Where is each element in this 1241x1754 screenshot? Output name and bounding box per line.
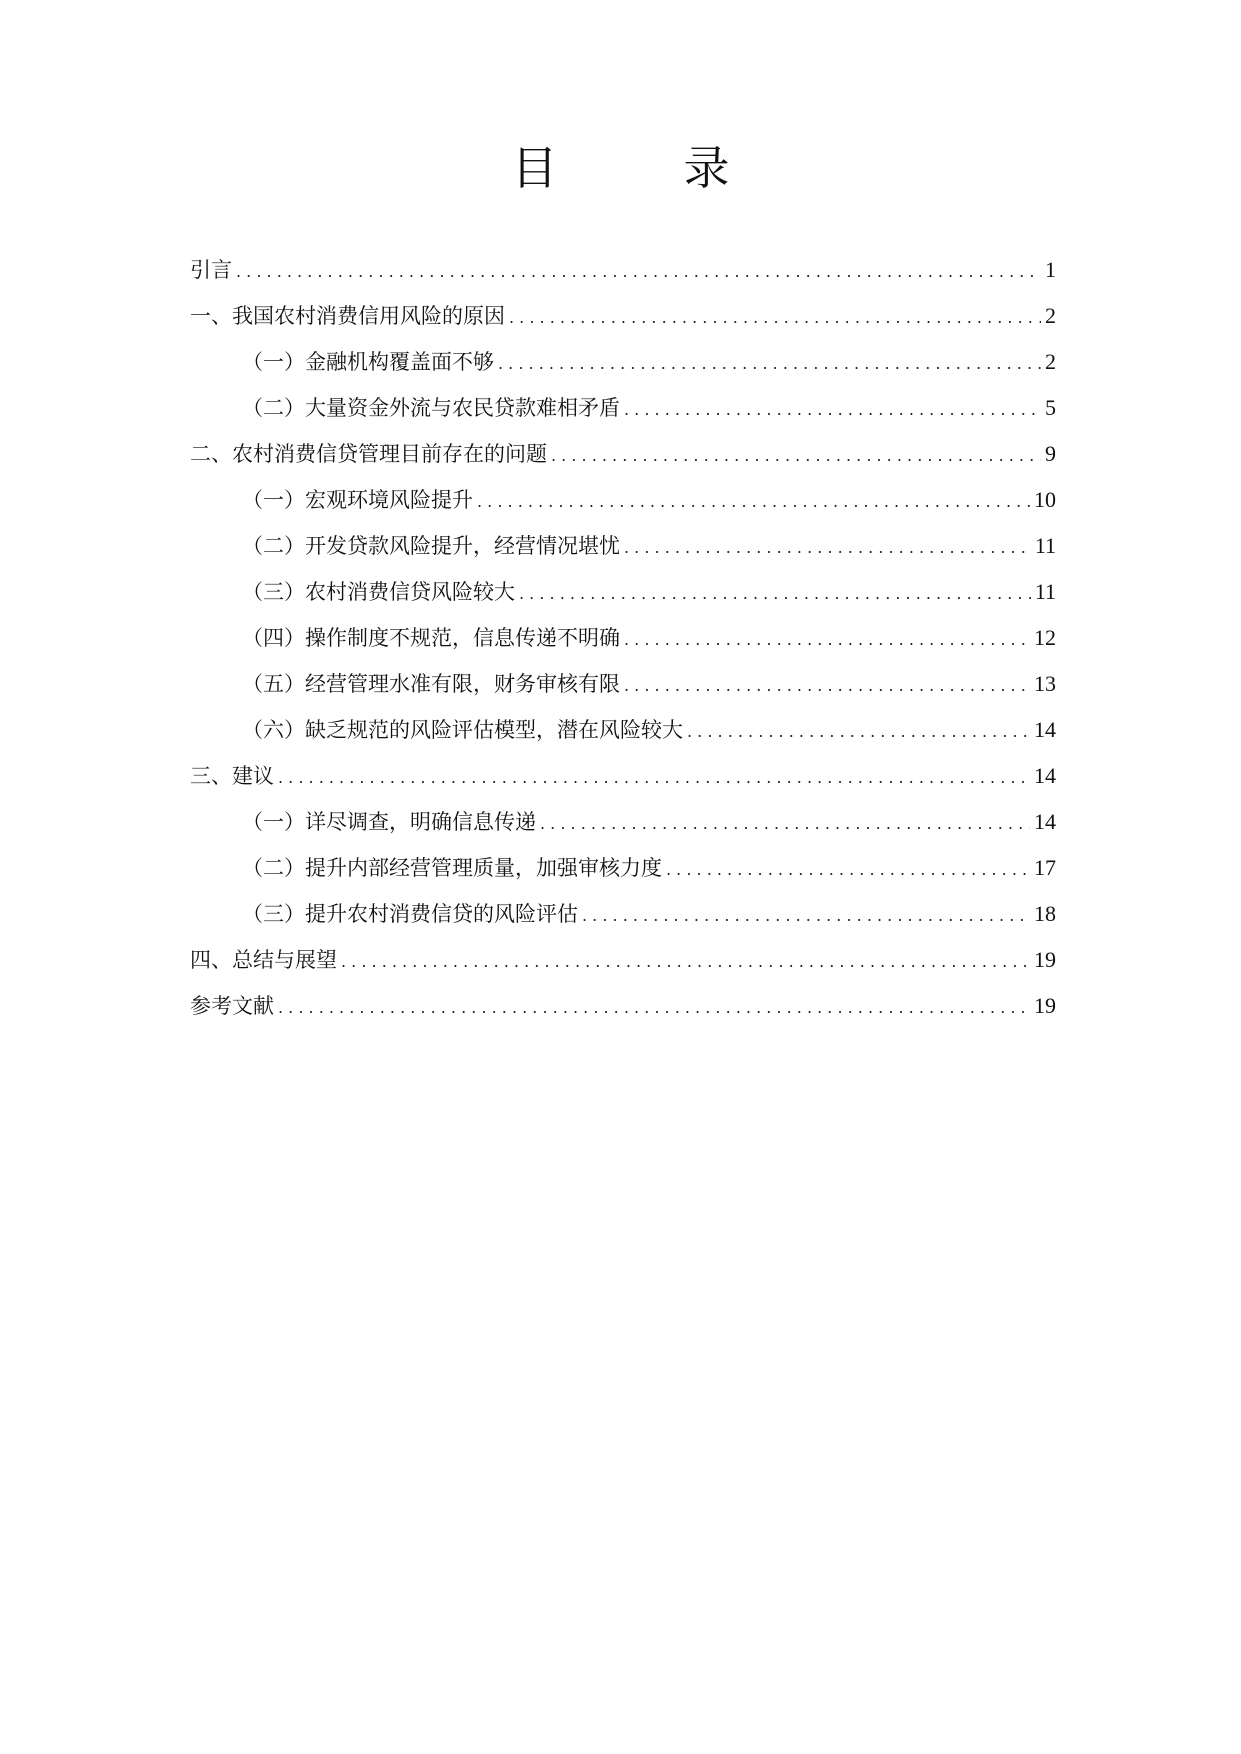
toc-entry[interactable] bbox=[190, 661, 1056, 707]
toc-entry-page: 17 bbox=[1034, 855, 1056, 880]
toc-entry-text: （二）开发贷款风险提升，经营情况堪忧 bbox=[242, 534, 620, 558]
toc-entry-text: 引言 bbox=[190, 258, 232, 282]
toc-entry-page: 11 bbox=[1034, 579, 1056, 604]
toc-entry[interactable] bbox=[190, 891, 1056, 937]
toc-entry-text: 三、建议 bbox=[190, 764, 274, 788]
toc-entry-page: 12 bbox=[1034, 625, 1056, 650]
dot-leader bbox=[624, 525, 1031, 571]
toc-entry-text: 参考文献 bbox=[190, 994, 274, 1018]
toc-entry-page: 2 bbox=[1045, 349, 1056, 374]
dot-leader bbox=[278, 755, 1030, 801]
dot-leader bbox=[687, 709, 1030, 755]
toc-entry[interactable] bbox=[190, 339, 1056, 385]
toc-entry-page: 19 bbox=[1034, 993, 1056, 1018]
toc-entry-page: 10 bbox=[1034, 487, 1056, 512]
toc-entry-text: 四、总结与展望 bbox=[190, 948, 337, 972]
toc-entry-page: 1 bbox=[1045, 257, 1056, 282]
toc-entry-page: 14 bbox=[1034, 809, 1056, 834]
toc-list bbox=[190, 247, 1056, 1029]
toc-entry-text: （一）宏观环境风险提升 bbox=[242, 488, 473, 512]
toc-entry[interactable] bbox=[190, 293, 1056, 339]
toc-entry[interactable] bbox=[190, 615, 1056, 661]
toc-entry-text: （二）提升内部经营管理质量，加强审核力度 bbox=[242, 856, 662, 880]
dot-leader bbox=[624, 617, 1030, 663]
toc-entry[interactable] bbox=[190, 983, 1056, 1029]
dot-leader bbox=[582, 893, 1030, 939]
dot-leader bbox=[498, 341, 1041, 387]
toc-entry-page: 9 bbox=[1045, 441, 1056, 466]
toc-entry-text: （六）缺乏规范的风险评估模型，潜在风险较大 bbox=[242, 718, 683, 742]
toc-entry-text: （三）农村消费信贷风险较大 bbox=[242, 580, 515, 604]
toc-entry[interactable] bbox=[190, 385, 1056, 431]
toc-entry[interactable] bbox=[190, 753, 1056, 799]
dot-leader bbox=[666, 847, 1030, 893]
dot-leader bbox=[278, 985, 1030, 1031]
toc-entry-text: 二、农村消费信贷管理目前存在的问题 bbox=[190, 442, 547, 466]
dot-leader bbox=[624, 663, 1030, 709]
toc-entry-text: （二）大量资金外流与农民贷款难相矛盾 bbox=[242, 396, 620, 420]
toc-entry-text: 一、我国农村消费信用风险的原因 bbox=[190, 304, 505, 328]
dot-leader bbox=[236, 249, 1041, 295]
toc-entry[interactable] bbox=[190, 799, 1056, 845]
toc-entry-page: 5 bbox=[1045, 395, 1056, 420]
toc-entry-page: 14 bbox=[1034, 717, 1056, 742]
toc-entry[interactable] bbox=[190, 523, 1056, 569]
dot-leader bbox=[540, 801, 1030, 847]
toc-entry[interactable] bbox=[190, 937, 1056, 983]
toc-entry-text: （三）提升农村消费信贷的风险评估 bbox=[242, 902, 578, 926]
toc-entry-page: 11 bbox=[1034, 533, 1056, 558]
toc-entry[interactable] bbox=[190, 247, 1056, 293]
dot-leader bbox=[551, 433, 1041, 479]
dot-leader bbox=[341, 939, 1030, 985]
dot-leader bbox=[519, 571, 1031, 617]
toc-entry-page: 13 bbox=[1034, 671, 1056, 696]
toc-entry-text: （四）操作制度不规范，信息传递不明确 bbox=[242, 626, 620, 650]
toc-entry-page: 18 bbox=[1034, 901, 1056, 926]
toc-entry-page: 2 bbox=[1045, 303, 1056, 328]
toc-entry[interactable] bbox=[190, 477, 1056, 523]
toc-entry[interactable] bbox=[190, 845, 1056, 891]
dot-leader bbox=[477, 479, 1030, 525]
toc-entry-page: 19 bbox=[1034, 947, 1056, 972]
toc-entry-text: （五）经营管理水准有限，财务审核有限 bbox=[242, 672, 620, 696]
toc-entry-text: （一）金融机构覆盖面不够 bbox=[242, 350, 494, 374]
toc-entry[interactable] bbox=[190, 569, 1056, 615]
dot-leader bbox=[509, 295, 1041, 341]
toc-entry[interactable] bbox=[190, 707, 1056, 753]
dot-leader bbox=[624, 387, 1041, 433]
toc-title: 目 录 bbox=[511, 141, 770, 195]
toc-entry-text: （一）详尽调查，明确信息传递 bbox=[242, 810, 536, 834]
toc-entry-page: 14 bbox=[1034, 763, 1056, 788]
toc-entry[interactable] bbox=[190, 431, 1056, 477]
